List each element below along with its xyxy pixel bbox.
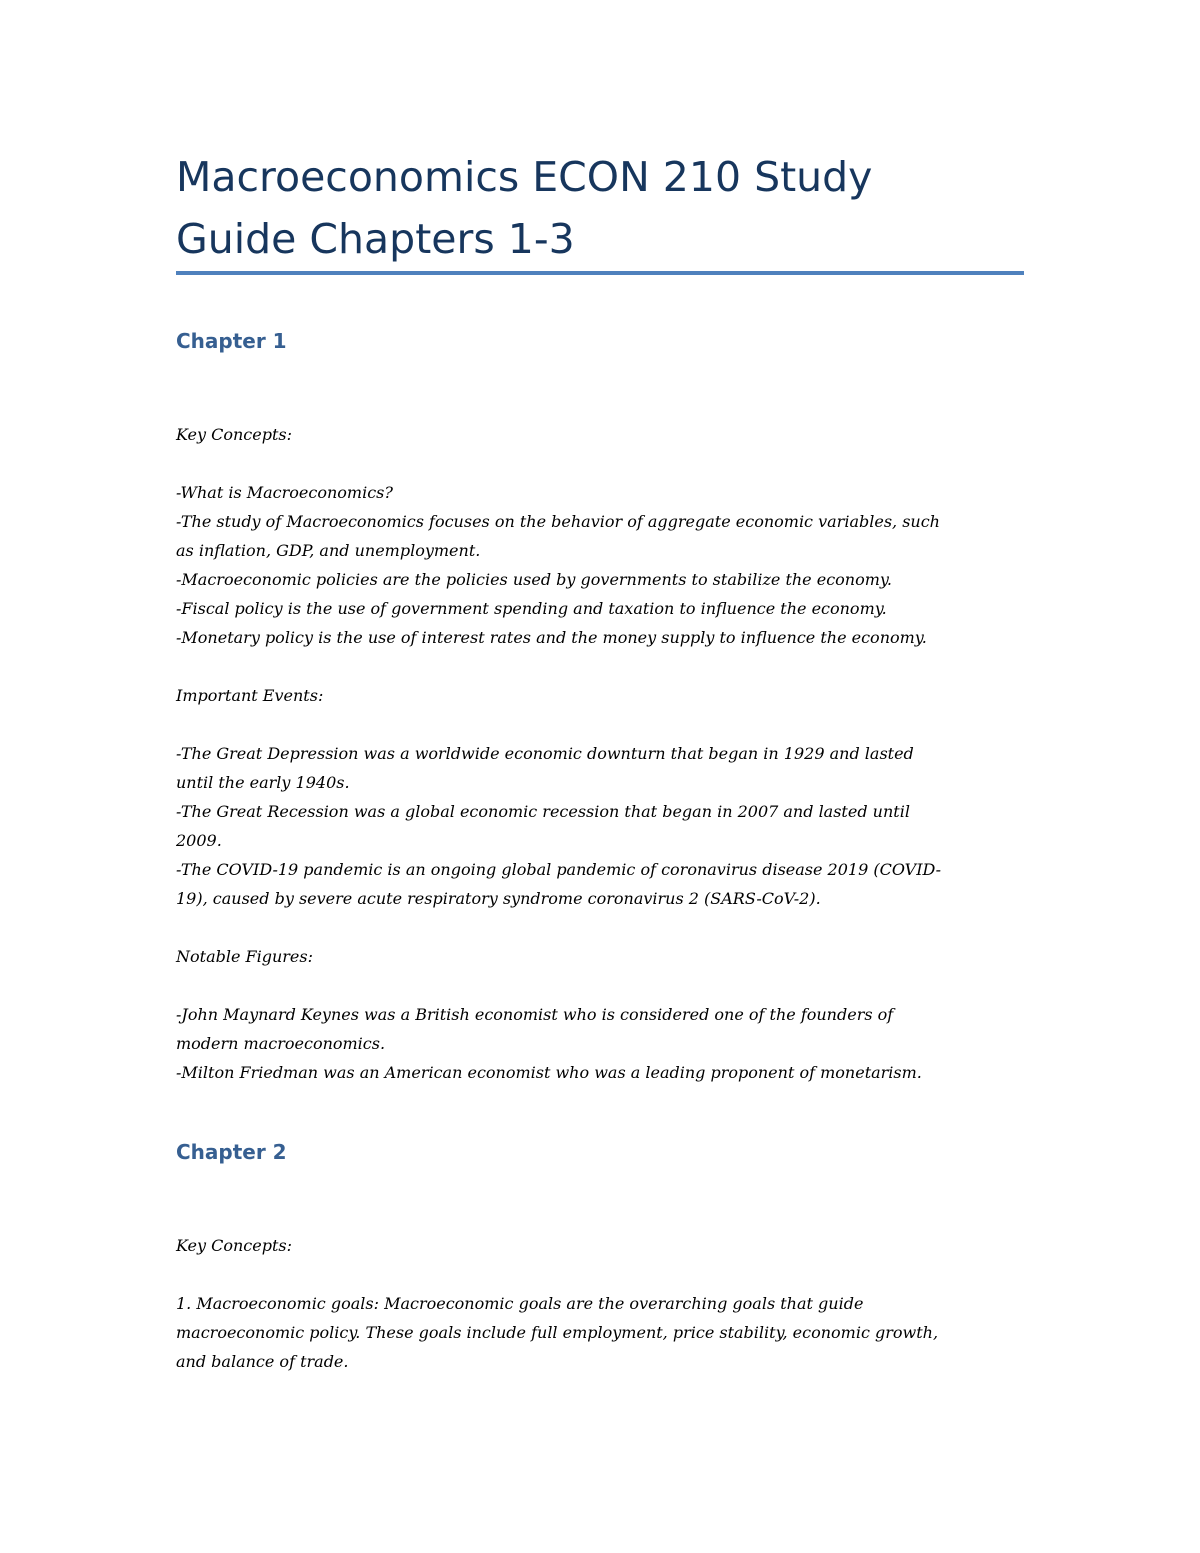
key-concept-line: -What is Macroeconomics?	[176, 483, 393, 502]
title-underline-rule	[176, 271, 1024, 275]
title-line-1: Macroeconomics ECON 210 Study	[176, 153, 873, 201]
chapter-1-figures-label: Notable Figures:	[176, 947, 313, 966]
figure-line: modern macroeconomics.	[176, 1034, 386, 1053]
figure-line: -John Maynard Keynes was a British economist who is considered one of the founders of	[176, 1005, 894, 1024]
chapter-1-key-concepts-label: Key Concepts:	[176, 425, 292, 444]
key-concept-line: -The study of Macroeconomics focuses on the behavior of aggregate economic variables, such	[176, 512, 940, 531]
document-title	[176, 146, 1026, 270]
key-concept-line: -Macroeconomic policies are the policies used by governments to stabilize the economy.	[176, 570, 892, 589]
event-line: -The Great Depression was a worldwide economic downturn that began in 1929 and lasted	[176, 744, 914, 763]
chapter-1-key-concepts	[176, 478, 1016, 652]
key-concept-line: macroeconomic policy. These goals include full employment, price stability, economic growth,	[176, 1323, 939, 1342]
chapter-2-key-concepts-label: Key Concepts:	[176, 1236, 292, 1255]
key-concept-line: 1. Macroeconomic goals: Macroeconomic goals are the overarching goals that guide	[176, 1294, 864, 1313]
event-line: until the early 1940s.	[176, 773, 350, 792]
event-line: -The COVID-19 pandemic is an ongoing global pandemic of coronavirus disease 2019 (COVID-	[176, 860, 942, 879]
chapter-2-heading: Chapter 2	[176, 1140, 287, 1164]
chapter-2-key-concepts	[176, 1289, 1016, 1376]
chapter-1-important-events	[176, 739, 1016, 913]
chapter-1-events-label: Important Events:	[176, 686, 324, 705]
key-concept-line: as inflation, GDP, and unemployment.	[176, 541, 481, 560]
event-line: -The Great Recession was a global economic recession that began in 2007 and lasted until	[176, 802, 910, 821]
figure-line: -Milton Friedman was an American economist who was a leading proponent of monetarism.	[176, 1063, 922, 1082]
event-line: 19), caused by severe acute respiratory syndrome coronavirus 2 (SARS-CoV-2).	[176, 889, 821, 908]
event-line: 2009.	[176, 831, 222, 850]
key-concept-line: -Monetary policy is the use of interest rates and the money supply to influence the economy.	[176, 628, 927, 647]
chapter-1-heading: Chapter 1	[176, 329, 287, 353]
key-concept-line: -Fiscal policy is the use of government spending and taxation to influence the economy.	[176, 599, 887, 618]
key-concept-line: and balance of trade.	[176, 1352, 349, 1371]
title-line-2: Guide Chapters 1-3	[176, 215, 575, 263]
chapter-1-notable-figures	[176, 1000, 1016, 1087]
